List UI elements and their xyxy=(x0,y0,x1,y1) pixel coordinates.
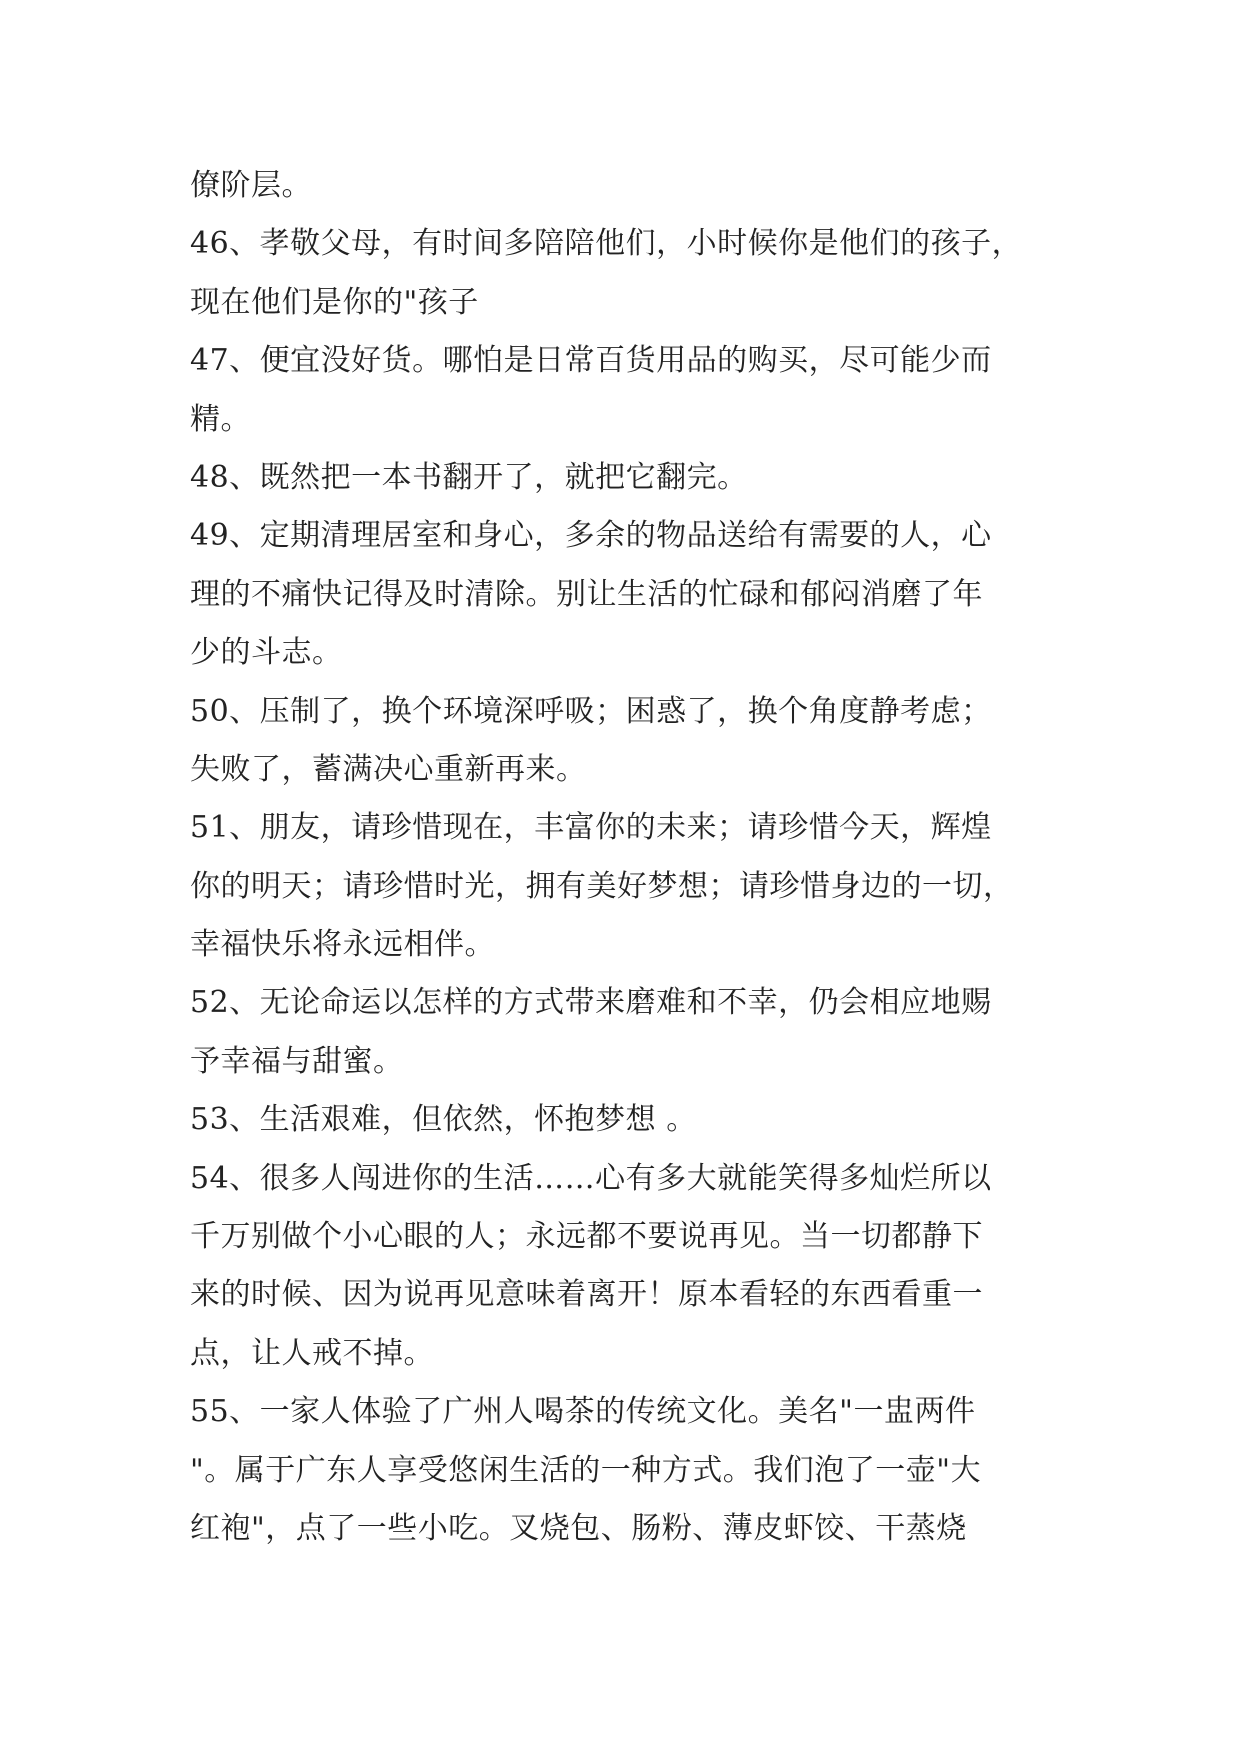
text-line: 48、既然把一本书翻开了，就把它翻完。 xyxy=(190,459,748,495)
text-line: 53、生活艰难，但依然，怀抱梦想 。 xyxy=(190,1102,697,1138)
text-line: 红袍"，点了一些小吃。叉烧包、肠粉、薄皮虾饺、干蒸烧 xyxy=(190,1510,967,1546)
text-line: "。属于广东人享受悠闲生活的一种方式。我们泡了一壶"大 xyxy=(190,1452,982,1488)
text-line: 你的明天；请珍惜时光，拥有美好梦想；请珍惜身边的一切， xyxy=(190,868,1014,904)
text-line: 现在他们是你的"孩子 xyxy=(190,284,479,320)
text-line: 理的不痛快记得及时清除。别让生活的忙碌和郁闷消磨了年 xyxy=(190,576,983,612)
text-line: 55、一家人体验了广州人喝茶的传统文化。美名"一盅两件 xyxy=(190,1394,976,1430)
text-line: 47、便宜没好货。哪怕是日常百货用品的购买，尽可能少而 xyxy=(190,343,992,379)
text-line: 来的时候、因为说再见意味着离开！原本看轻的东西看重一 xyxy=(190,1277,983,1313)
document-body xyxy=(190,157,1070,1558)
text-line: 46、孝敬父母，有时间多陪陪他们，小时候你是他们的孩子， xyxy=(190,226,1023,262)
text-line: 50、压制了，换个环境深呼吸；困惑了，换个角度静考虑； xyxy=(190,693,992,729)
text-line: 千万别做个小心眼的人；永远都不要说再见。当一切都静下 xyxy=(190,1219,983,1255)
text-line: 52、无论命运以怎样的方式带来磨难和不幸，仍会相应地赐 xyxy=(190,985,992,1021)
text-line: 幸福快乐将永远相伴。 xyxy=(190,927,495,963)
text-line: 54、很多人闯进你的生活……心有多大就能笑得多灿烂所以 xyxy=(190,1160,992,1196)
text-line: 精。 xyxy=(190,401,251,437)
text-line: 少的斗志。 xyxy=(190,635,343,671)
text-line: 49、定期清理居室和身心，多余的物品送给有需要的人，心 xyxy=(190,518,992,554)
text-line: 僚阶层。 xyxy=(190,168,312,203)
text-line: 予幸福与甜蜜。 xyxy=(190,1043,404,1079)
text-line: 点，让人戒不掉。 xyxy=(190,1335,434,1371)
text-line: 51、朋友，请珍惜现在，丰富你的未来；请珍惜今天，辉煌 xyxy=(190,810,992,846)
text-line: 失败了，蓄满决心重新再来。 xyxy=(190,751,587,787)
